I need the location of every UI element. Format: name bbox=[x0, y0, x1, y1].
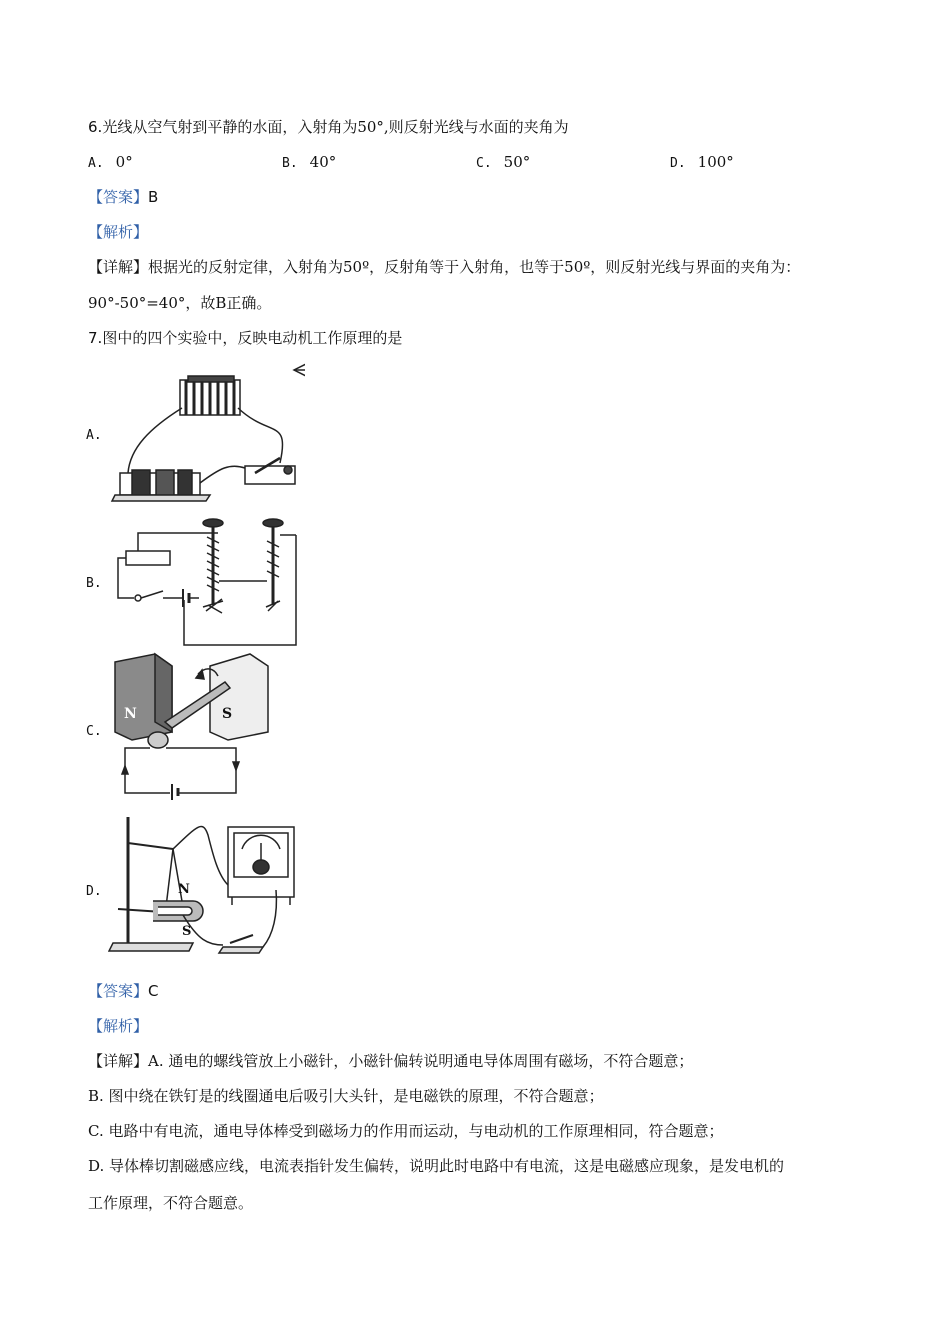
q6-answer: 【答案】B bbox=[88, 188, 159, 206]
q7-detail-d1: D. 导体棒切割磁感应线，电流表指针发生偏转，说明此时电路中有电流，这是电磁感应现象，是发电机的 bbox=[88, 1157, 785, 1175]
q7-answer: 【答案】C bbox=[88, 982, 159, 1000]
q7-detail-a: 【详解】A. 通电的螺线管放上小磁针，小磁针偏转说明通电导体周围有磁场，不符合题意； bbox=[88, 1052, 694, 1070]
q6-stem: 6.光线从空气射到平静的水面，入射角为50°,则反射光线与水面的夹角为 bbox=[88, 118, 569, 136]
svg-text:N: N bbox=[124, 706, 137, 722]
q6-analysis-label: 【解析】 bbox=[88, 223, 149, 241]
q6-number: 6 bbox=[88, 118, 98, 136]
electromagnet-nails-circuit-icon bbox=[108, 515, 303, 647]
svg-text:S: S bbox=[182, 924, 192, 939]
q7-figure-d-label: D. bbox=[86, 884, 102, 899]
motor-magnet-circuit-icon bbox=[110, 652, 280, 800]
svg-text:S: S bbox=[222, 706, 233, 722]
svg-text:N: N bbox=[178, 882, 190, 897]
q6-detail-1: 【详解】根据光的反射定律，入射角为50º，反射角等于入射角，也等于50º，则反射光线与界面的夹角为： bbox=[88, 258, 801, 276]
generator-galvanometer-setup-icon bbox=[108, 815, 298, 960]
q7-figure-c-label: C. bbox=[86, 724, 102, 739]
solenoid-compass-circuit-icon bbox=[110, 358, 305, 506]
q6-option-b: B. 40° bbox=[282, 153, 337, 171]
q7-figure-b-label: B. bbox=[86, 576, 102, 591]
q7-figure-a-label: A. bbox=[86, 428, 102, 443]
q7-number: 7 bbox=[88, 329, 98, 347]
q6-option-d: D. 100° bbox=[670, 153, 734, 171]
q6-option-a: A. 0° bbox=[88, 153, 133, 171]
q6-option-c: C. 50° bbox=[476, 153, 531, 171]
q7-stem: 7.图中的四个实验中，反映电动机工作原理的是 bbox=[88, 329, 403, 347]
q7-analysis-label: 【解析】 bbox=[88, 1017, 149, 1035]
q7-detail-b: B. 图中绕在铁钉是的线圈通电后吸引大头针，是电磁铁的原理，不符合题意； bbox=[88, 1087, 604, 1105]
q6-detail-2: 90°-50°=40°，故B正确。 bbox=[88, 294, 272, 312]
q7-detail-d2: 工作原理，不符合题意。 bbox=[88, 1194, 254, 1212]
q7-detail-c: C. 电路中有电流，通电导体棒受到磁场力的作用而运动，与电动机的工作原理相同，符合题意； bbox=[88, 1122, 724, 1140]
